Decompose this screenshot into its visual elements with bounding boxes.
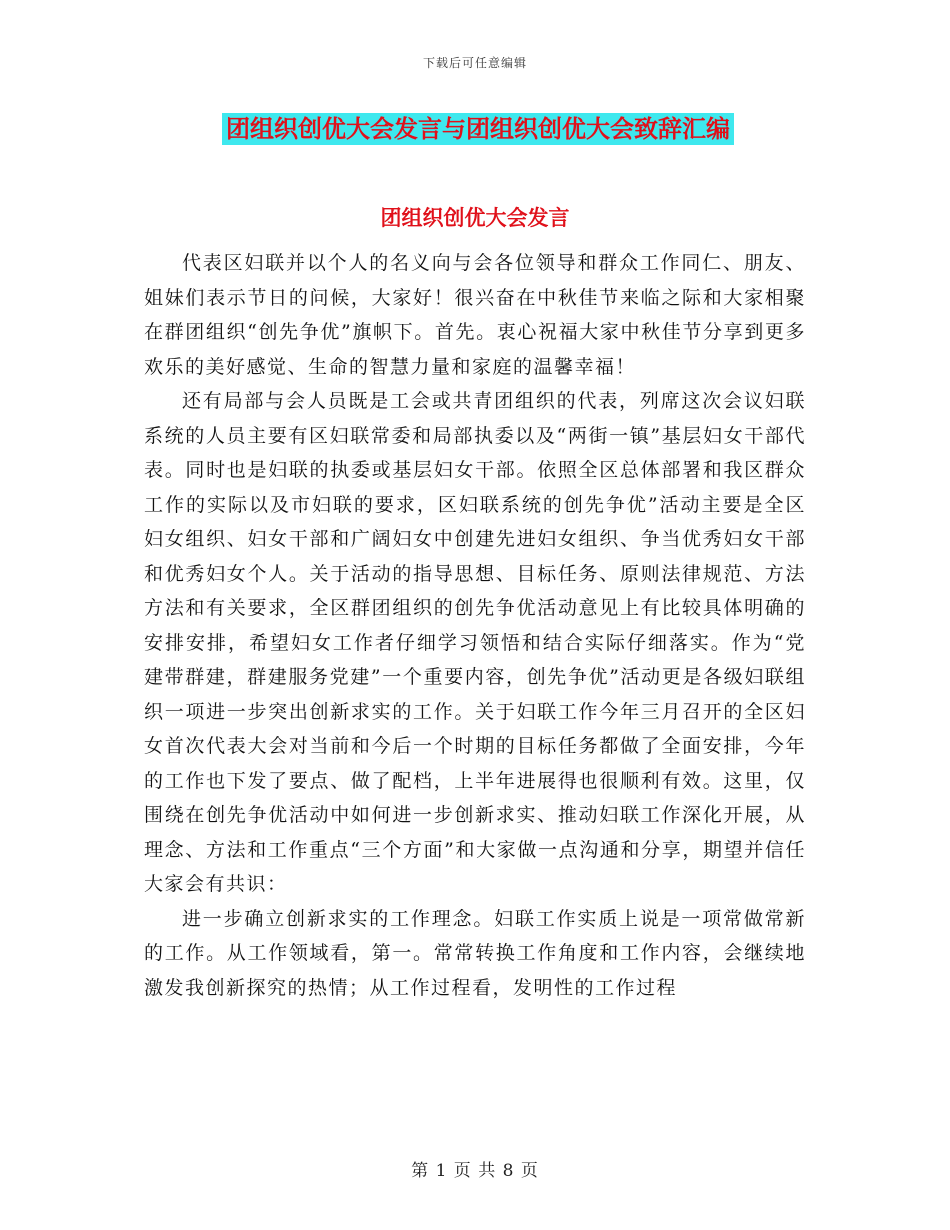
section-title: 团组织创优大会发言 xyxy=(380,205,570,230)
page-footer: 第 1 页 共 8 页 xyxy=(411,1161,539,1181)
document-body xyxy=(144,246,806,1005)
document-title: 团组织创优大会发言与团组织创优大会致辞汇编 xyxy=(222,113,734,145)
paragraph-3: 进一步确立创新求实的工作理念。妇联工作实质上说是一项常做常新的工作。从工作领域看，第一。常常转换工作角度和工作内容，会继续地激发我创新探究的热情；从工作过程看，发明性的工作过程 xyxy=(144,907,806,999)
paragraph-1: 代表区妇联并以个人的名义向与会各位领导和群众工作同仁、朋友、姐妹们表示节日的问候，大家好！很兴奋在中秋佳节来临之际和大家相聚在群团组织“创先争优”旗帜下。首先。衷心祝福大家中秋佳节分享到更多欢乐的美好感觉、生命的智慧力量和家庭的温馨幸福！ xyxy=(144,252,806,378)
header-note: 下载后可任意编辑 xyxy=(422,56,527,70)
paragraph-2: 还有局部与会人员既是工会或共青团组织的代表，列席这次会议妇联系统的人员主要有区妇联常委和局部执委以及“两街一镇”基层妇女干部代表。同时也是妇联的执委或基层妇女干部。依照全区总体部署和我区群众工作的实际以及市妇联的要求，区妇联系统的创先争优”活动主要是全区妇女组织、妇女干部和广阔妇女中创建先进妇女组织、争当优秀妇女干部和优秀妇女个人。关于活动的指导思想、目标任务、原则法律规范、方法方法和有关要求，全区群团组织的创先争优活动意见上有比较具体明确的安排安排，希望妇女工作者仔细学习领悟和结合实际仔细落实。作为“党建带群建，群建服务党建”一个重要内容，创先争优”活动更是各级妇联组织一项进一步突出创新求实的工作。关于妇联工作今年三月召开的全区妇女首次代表大会对当前和今后一个时期的目标任务都做了全面安排，今年的工作也下发了要点、做了配档，上半年进展得也很顺利有效。这里，仅围绕在创先争优活动中如何进一步创新求实、推动妇联工作深化开展，从理念、方法和工作重点“三个方面”和大家做一点沟通和分享，期望并信任大家会有共识： xyxy=(144,390,806,895)
